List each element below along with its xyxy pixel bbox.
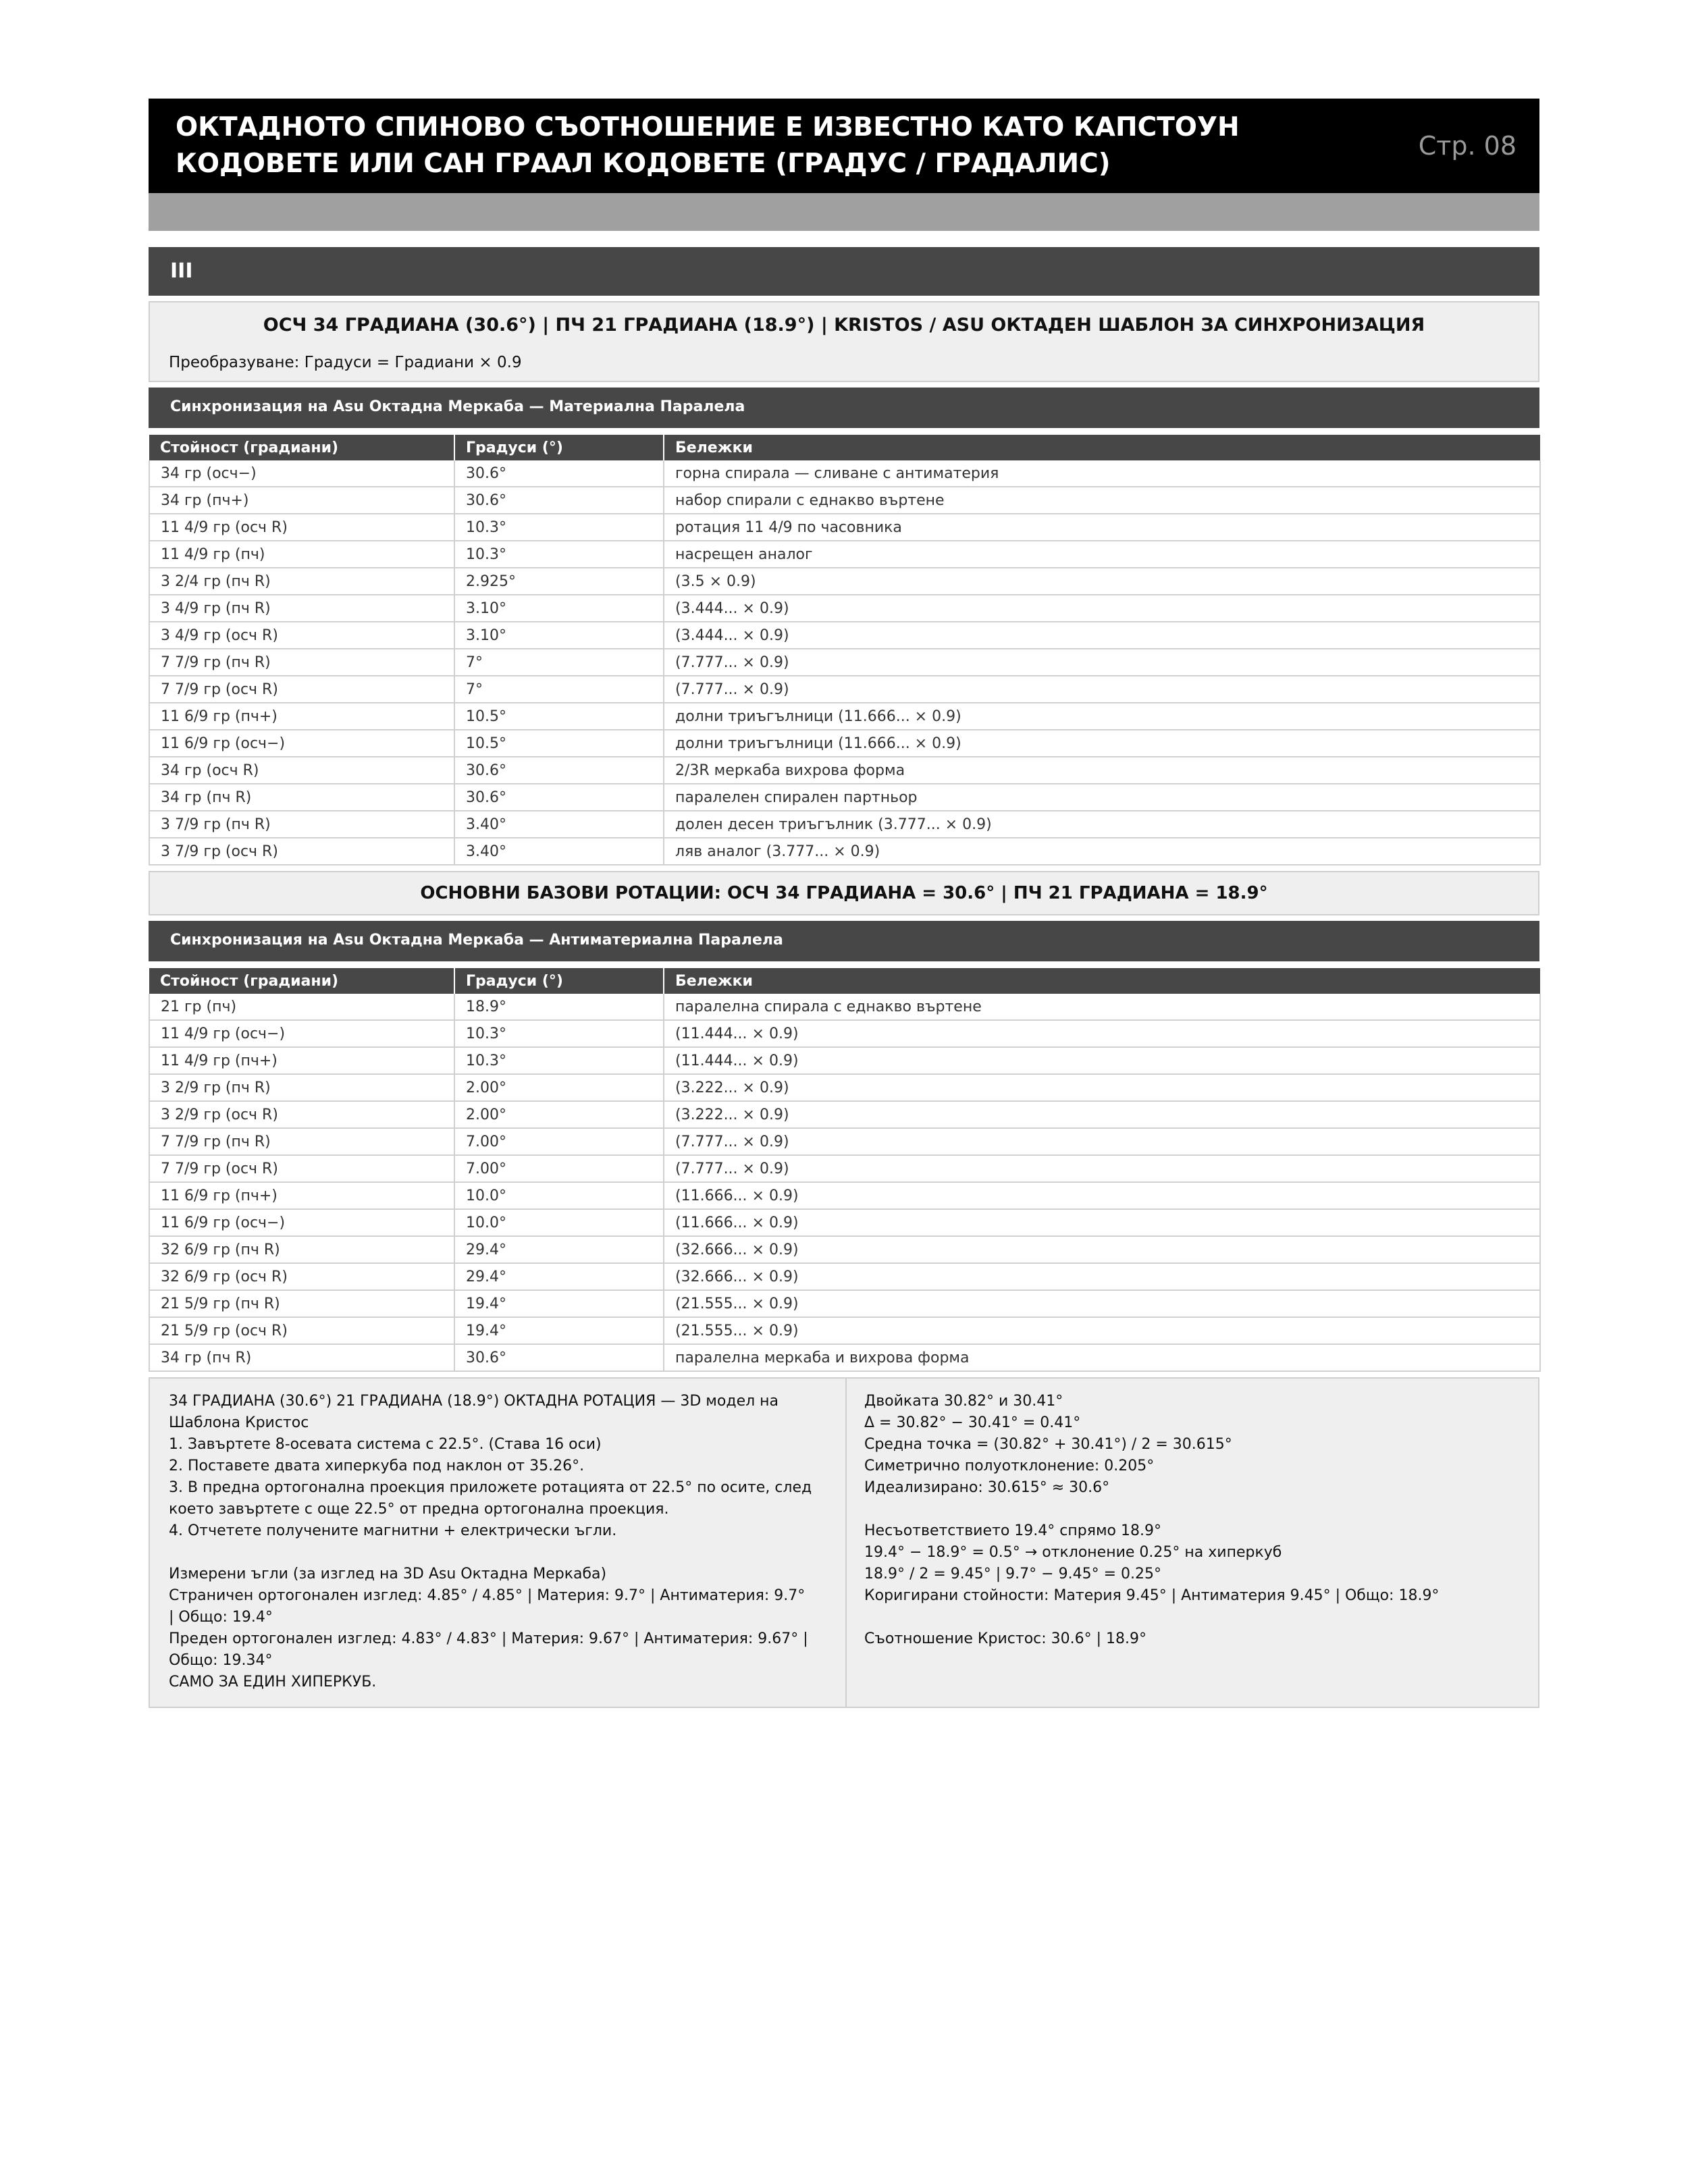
table-cell: 34 гр (осч−) — [149, 460, 454, 487]
note-line: Съотношение Кристос: 30.6° | 18.9° — [864, 1630, 1147, 1647]
table-cell: насрещен аналог — [664, 541, 1540, 568]
table-row — [149, 1236, 1540, 1263]
table-cell: 7 7/9 гр (пч R) — [149, 1128, 454, 1155]
table-row — [149, 1344, 1540, 1371]
note-line: САМО ЗА ЕДИН ХИПЕРКУБ. — [169, 1674, 377, 1690]
note-line — [169, 1542, 830, 1564]
table-cell: 10.3° — [454, 514, 664, 541]
table-cell: паралелна меркаба и вихрова форма — [664, 1344, 1540, 1371]
column-header: Градуси (°) — [454, 968, 664, 994]
note-line: 19.4° − 18.9° = 0.5° → отклонение 0.25° на хиперкуб — [864, 1544, 1282, 1561]
table-cell: 3 2/9 гр (пч R) — [149, 1074, 454, 1101]
table-row — [149, 460, 1540, 487]
table-title-material — [149, 388, 1539, 428]
table-cell: 30.6° — [454, 460, 664, 487]
table-row — [149, 541, 1540, 568]
table-row — [149, 1263, 1540, 1290]
note-line: Средна точка = (30.82° + 30.41°) / 2 = 30.615° — [864, 1436, 1232, 1453]
notes-left-column — [169, 1391, 830, 1693]
table-cell: 3.10° — [454, 595, 664, 622]
table-cell: (32.666... × 0.9) — [664, 1263, 1540, 1290]
note-line: Симетрично полуотклонение: 0.205° — [864, 1458, 1155, 1474]
material-table — [149, 435, 1541, 865]
table-row — [149, 703, 1540, 730]
note-line: Несъответствието 19.4° спрямо 18.9° — [864, 1522, 1161, 1539]
table-row — [149, 994, 1540, 1020]
table-cell: паралелен спирален партньор — [664, 784, 1540, 811]
table-title-text: Синхронизация на Asu Октадна Меркаба — Антиматериална Паралела — [170, 932, 783, 949]
table-cell: 30.6° — [454, 1344, 664, 1371]
note-line: 4. Отчетете получените магнитни + електрически ъгли. — [169, 1522, 617, 1539]
table-cell: 32 6/9 гр (пч R) — [149, 1236, 454, 1263]
table-cell: 10.0° — [454, 1182, 664, 1209]
table-cell: ротация 11 4/9 по часовника — [664, 514, 1540, 541]
table-cell: 2/3R меркаба вихрова форма — [664, 757, 1540, 784]
table-cell: (3.222... × 0.9) — [664, 1074, 1540, 1101]
note-line: 34 ГРАДИАНА (30.6°) 21 ГРАДИАНА (18.9°) ОКТАДНА РОТАЦИЯ — 3D модел на — [169, 1393, 779, 1410]
table-cell: 2.00° — [454, 1101, 664, 1128]
table-cell: 11 4/9 гр (пч+) — [149, 1047, 454, 1074]
table-row — [149, 487, 1540, 514]
table-cell: 10.0° — [454, 1209, 664, 1236]
table-cell: 7.00° — [454, 1155, 664, 1182]
table-row — [149, 568, 1540, 595]
table-row — [149, 838, 1540, 865]
note-line: Преден ортогонален изглед: 4.83° / 4.83° | Материя: 9.67° | Антиматерия: 9.67° | — [169, 1630, 808, 1647]
table-cell: 2.925° — [454, 568, 664, 595]
note-line: 1. Завъртете 8-осевата система с 22.5°. (Става 16 оси) — [169, 1436, 602, 1453]
table-row — [149, 1047, 1540, 1074]
table-cell: 7° — [454, 649, 664, 676]
notes-panel — [149, 1377, 1539, 1708]
note-line: Δ = 30.82° − 30.41° = 0.41° — [864, 1414, 1081, 1431]
table-row — [149, 1128, 1540, 1155]
table-cell: (7.777... × 0.9) — [664, 1128, 1540, 1155]
table-cell: 21 5/9 гр (осч R) — [149, 1317, 454, 1344]
table-cell: 10.5° — [454, 703, 664, 730]
table-row — [149, 595, 1540, 622]
table-cell: 3.40° — [454, 811, 664, 838]
note-line — [864, 1607, 1526, 1628]
table-cell: 11 4/9 гр (пч) — [149, 541, 454, 568]
table-cell: (11.666... × 0.9) — [664, 1182, 1540, 1209]
table-row — [149, 1074, 1540, 1101]
table-cell: 11 6/9 гр (пч+) — [149, 703, 454, 730]
table-cell: 7.00° — [454, 1128, 664, 1155]
table-row — [149, 1317, 1540, 1344]
table-cell: (21.555... × 0.9) — [664, 1290, 1540, 1317]
table-cell: 11 6/9 гр (пч+) — [149, 1182, 454, 1209]
table-row — [149, 1290, 1540, 1317]
table-cell: 3.10° — [454, 622, 664, 649]
table-cell: 11 4/9 гр (осч R) — [149, 514, 454, 541]
table-row — [149, 757, 1540, 784]
table-cell: 7 7/9 гр (осч R) — [149, 1155, 454, 1182]
table-cell: 19.4° — [454, 1290, 664, 1317]
table-cell: 3 7/9 гр (пч R) — [149, 811, 454, 838]
note-line: Двойката 30.82° и 30.41° — [864, 1393, 1063, 1410]
table-cell: 3 4/9 гр (пч R) — [149, 595, 454, 622]
page-title: ОКТАДНОТО СПИНОВО СЪОТНОШЕНИЕ Е ИЗВЕСТНО КАТО КАПСТОУН КОДОВЕТЕ ИЛИ САН ГРААЛ КОДОВЕТЕ (ГРАДУС / ГРАДАЛИС) — [176, 112, 1240, 179]
table-cell: (11.444... × 0.9) — [664, 1020, 1540, 1047]
table-cell: (3.5 × 0.9) — [664, 568, 1540, 595]
table-cell: (11.666... × 0.9) — [664, 1209, 1540, 1236]
table-cell: 29.4° — [454, 1263, 664, 1290]
table-cell: 7 7/9 гр (осч R) — [149, 676, 454, 703]
table-row — [149, 730, 1540, 757]
table-header-row — [149, 968, 1540, 994]
table-cell: 7 7/9 гр (пч R) — [149, 649, 454, 676]
table-cell: 11 6/9 гр (осч−) — [149, 730, 454, 757]
table-cell: (7.777... × 0.9) — [664, 1155, 1540, 1182]
table-cell: 3 4/9 гр (осч R) — [149, 622, 454, 649]
table-cell: 30.6° — [454, 487, 664, 514]
table-cell: 3 7/9 гр (осч R) — [149, 838, 454, 865]
table-cell: 10.3° — [454, 1020, 664, 1047]
table-cell: 18.9° — [454, 994, 664, 1020]
table-cell: 10.3° — [454, 541, 664, 568]
table-cell: долни триъгълници (11.666... × 0.9) — [664, 730, 1540, 757]
table-row — [149, 1209, 1540, 1236]
table-cell: (11.444... × 0.9) — [664, 1047, 1540, 1074]
table-cell: паралелна спирала с еднакво въртене — [664, 994, 1540, 1020]
page-number: Стр. 08 — [1418, 131, 1516, 161]
column-header: Бележки — [664, 435, 1540, 460]
table-cell: 30.6° — [454, 784, 664, 811]
section-label: III — [170, 259, 193, 283]
note-line: Идеализирано: 30.615° ≈ 30.6° — [864, 1479, 1110, 1496]
table-row — [149, 1101, 1540, 1128]
table-title-text: Синхронизация на Asu Октадна Меркаба — Материална Паралела — [170, 398, 745, 415]
header-band — [149, 193, 1539, 231]
table-cell: 32 6/9 гр (осч R) — [149, 1263, 454, 1290]
note-line: 2. Поставете двата хиперкуба под наклон от 35.26°. — [169, 1458, 585, 1474]
note-line: 18.9° / 2 = 9.45° | 9.7° − 9.45° = 0.25° — [864, 1566, 1161, 1582]
note-line: Шаблона Кристос — [169, 1414, 309, 1431]
note-line: което завъртете с още 22.5° от предна ортогонална проекция. — [169, 1501, 669, 1518]
table-cell: 3.40° — [454, 838, 664, 865]
table-cell: 29.4° — [454, 1236, 664, 1263]
note-line: Коригирани стойности: Материя 9.45° | Антиматерия 9.45° | Общо: 18.9° — [864, 1587, 1440, 1604]
table-cell: 3 2/4 гр (пч R) — [149, 568, 454, 595]
table-cell: 3 2/9 гр (осч R) — [149, 1101, 454, 1128]
notes-divider — [845, 1379, 847, 1707]
table-row — [149, 1182, 1540, 1209]
subhead-box — [149, 301, 1539, 382]
table-cell: 34 гр (пч+) — [149, 487, 454, 514]
note-line: 3. В предна ортогонална проекция приложете ротацията от 22.5° по осите, след — [169, 1479, 812, 1496]
table-cell: долни триъгълници (11.666... × 0.9) — [664, 703, 1540, 730]
table-cell: 10.5° — [454, 730, 664, 757]
table-row — [149, 1155, 1540, 1182]
table-row — [149, 676, 1540, 703]
table-cell: ляв аналог (3.777... × 0.9) — [664, 838, 1540, 865]
column-header: Градуси (°) — [454, 435, 664, 460]
table-cell: 30.6° — [454, 757, 664, 784]
table-cell: 21 гр (пч) — [149, 994, 454, 1020]
table-cell: (7.777... × 0.9) — [664, 649, 1540, 676]
table-cell: 34 гр (пч R) — [149, 784, 454, 811]
table-cell: 10.3° — [454, 1047, 664, 1074]
table-row — [149, 622, 1540, 649]
table-title-antimaterial — [149, 921, 1539, 961]
table-cell: (32.666... × 0.9) — [664, 1236, 1540, 1263]
table-row — [149, 811, 1540, 838]
table-row — [149, 1020, 1540, 1047]
table-cell: 19.4° — [454, 1317, 664, 1344]
note-line: Общо: 19.34° — [169, 1652, 273, 1669]
subhead-title: ОСЧ 34 ГРАДИАНА (30.6°) | ПЧ 21 ГРАДИАНА (18.9°) | KRISTOS / ASU ОКТАДЕН ШАБЛОН ЗА СИНХРОНИЗАЦИЯ — [263, 315, 1425, 336]
table-cell: 11 4/9 гр (осч−) — [149, 1020, 454, 1047]
table-cell: 2.00° — [454, 1074, 664, 1101]
antimaterial-table — [149, 968, 1541, 1372]
table-cell: 7° — [454, 676, 664, 703]
table-cell: (3.444... × 0.9) — [664, 622, 1540, 649]
document-page — [149, 99, 1539, 1708]
table-row — [149, 649, 1540, 676]
table-row — [149, 514, 1540, 541]
table-cell: (21.555... × 0.9) — [664, 1317, 1540, 1344]
note-line — [864, 1499, 1526, 1520]
page-header — [149, 99, 1539, 193]
note-line: Страничен ортогонален изглед: 4.85° / 4.85° | Материя: 9.7° | Антиматерия: 9.7° — [169, 1587, 806, 1604]
section-bar — [149, 247, 1539, 296]
note-line: Измерени ъгли (за изглед на 3D Asu Октадна Меркаба) — [169, 1566, 607, 1582]
table-row — [149, 784, 1540, 811]
table-cell: (3.444... × 0.9) — [664, 595, 1540, 622]
table-cell: набор спирали с еднакво въртене — [664, 487, 1540, 514]
note-line: | Общо: 19.4° — [169, 1609, 273, 1626]
table-cell: 11 6/9 гр (осч−) — [149, 1209, 454, 1236]
column-header: Стойност (градиани) — [149, 968, 454, 994]
column-header: Бележки — [664, 968, 1540, 994]
table-cell: (3.222... × 0.9) — [664, 1101, 1540, 1128]
notes-right-column — [864, 1391, 1526, 1650]
table-cell: 21 5/9 гр (пч R) — [149, 1290, 454, 1317]
base-rotations-bar: ОСНОВНИ БАЗОВИ РОТАЦИИ: ОСЧ 34 ГРАДИАНА = 30.6° | ПЧ 21 ГРАДИАНА = 18.9° — [149, 871, 1539, 915]
conversion-note: Преобразуване: Градуси = Градиани × 0.9 — [169, 354, 522, 371]
table-cell: горна спирала — сливане с антиматерия — [664, 460, 1540, 487]
table-header-row — [149, 435, 1540, 460]
table-cell: долен десен триъгълник (3.777... × 0.9) — [664, 811, 1540, 838]
column-header: Стойност (градиани) — [149, 435, 454, 460]
table-cell: 34 гр (пч R) — [149, 1344, 454, 1371]
table-cell: 34 гр (осч R) — [149, 757, 454, 784]
table-cell: (7.777... × 0.9) — [664, 676, 1540, 703]
